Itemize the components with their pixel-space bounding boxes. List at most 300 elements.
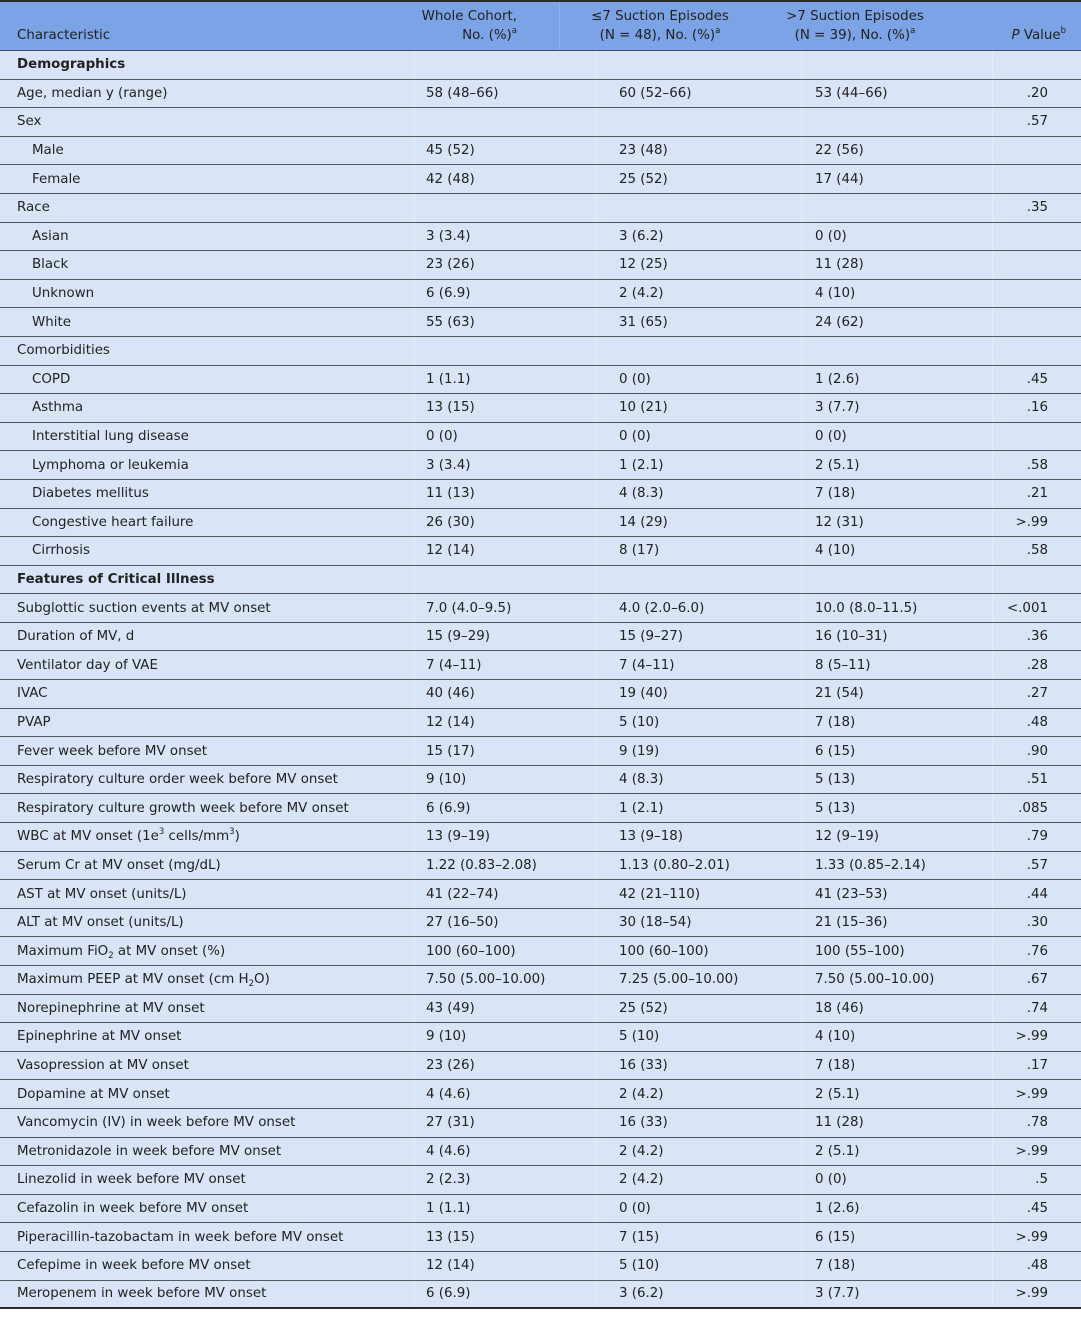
high-suction-cell: 21 (15–36) — [802, 909, 993, 937]
row-label-text: Vancomycin (IV) in week before MV onset — [17, 1115, 296, 1131]
table-row — [0, 623, 1081, 652]
p-value-cell: .48 — [1026, 1258, 1048, 1274]
row-label — [0, 337, 415, 365]
row-label-text: Asian — [32, 228, 69, 244]
low-suction-cell: 1 (2.1) — [596, 451, 802, 479]
whole-cohort-cell: 43 (49) — [415, 995, 596, 1023]
low-suction-cell: 15 (9–27) — [596, 623, 802, 651]
row-label-text: Features of Critical Illness — [17, 571, 215, 587]
table-row — [0, 880, 1081, 909]
high-suction-cell: 5 (13) — [802, 794, 993, 822]
row-label — [0, 108, 415, 136]
p-value-cell: >.99 — [1015, 514, 1048, 530]
table-row — [0, 194, 1081, 223]
row-label-text: Race — [17, 200, 50, 216]
low-suction-cell: 0 (0) — [596, 1195, 802, 1223]
low-suction-cell: 16 (33) — [596, 1052, 802, 1080]
whole-cohort-cell — [415, 337, 596, 365]
whole-cohort-cell — [415, 566, 596, 594]
table-row — [0, 1281, 1081, 1310]
table-row — [0, 165, 1081, 194]
low-suction-cell: 2 (4.2) — [596, 1166, 802, 1194]
row-label — [0, 1281, 415, 1308]
row-label-text: Dopamine at MV onset — [17, 1086, 170, 1102]
header-whole-line2: No. (%)$^a$ — [462, 26, 517, 43]
table-row — [0, 1023, 1081, 1052]
p-value-cell — [993, 423, 1081, 451]
p-value-cell: .35 — [1026, 200, 1048, 216]
row-label-text: Metronidazole in week before MV onset — [17, 1143, 282, 1159]
table-row — [0, 1252, 1081, 1281]
row-label-text: Unknown — [32, 286, 95, 302]
whole-cohort-cell: 12 (14) — [415, 1252, 596, 1280]
row-label-text: IVAC — [17, 686, 48, 702]
low-suction-cell: 4 (8.3) — [596, 480, 802, 508]
whole-cohort-cell: 45 (52) — [415, 137, 596, 165]
whole-cohort-cell: 15 (17) — [415, 737, 596, 765]
low-suction-cell: 4 (8.3) — [596, 766, 802, 794]
high-suction-cell: 16 (10–31) — [802, 623, 993, 651]
row-label — [0, 480, 415, 508]
whole-cohort-cell: 11 (13) — [415, 480, 596, 508]
row-label — [0, 566, 415, 594]
low-suction-cell: 60 (52–66) — [596, 80, 802, 108]
row-label-text: Linezolid in week before MV onset — [17, 1172, 246, 1188]
p-value-cell: .20 — [1026, 85, 1048, 101]
header-whole-cohort — [380, 2, 560, 50]
whole-cohort-cell: 3 (3.4) — [415, 223, 596, 251]
whole-cohort-cell: 7.50 (5.00–10.00) — [415, 966, 596, 994]
header-high-line2: (N = 39), No. (%)$^a$ — [794, 26, 916, 43]
row-label — [0, 423, 415, 451]
p-value-cell — [993, 308, 1081, 336]
high-suction-cell: 3 (7.7) — [802, 1281, 993, 1308]
p-value-cell: >.99 — [1015, 1086, 1048, 1102]
high-suction-cell: 4 (10) — [802, 1023, 993, 1051]
high-suction-cell: 41 (23–53) — [802, 880, 993, 908]
table-row — [0, 423, 1081, 452]
low-suction-cell — [596, 337, 802, 365]
low-suction-cell: 2 (4.2) — [596, 1138, 802, 1166]
low-suction-cell: 19 (40) — [596, 680, 802, 708]
whole-cohort-cell: 6 (6.9) — [415, 794, 596, 822]
row-label — [0, 823, 415, 851]
table-body — [0, 51, 1081, 1309]
high-suction-cell: 10.0 (8.0–11.5) — [802, 594, 993, 622]
low-suction-cell: 100 (60–100) — [596, 937, 802, 965]
p-value-cell — [993, 280, 1081, 308]
low-suction-cell: 25 (52) — [596, 165, 802, 193]
row-label — [0, 594, 415, 622]
table-row — [0, 366, 1081, 395]
high-suction-cell: 7 (18) — [802, 1252, 993, 1280]
high-suction-cell: 1.33 (0.85–2.14) — [802, 852, 993, 880]
table-row — [0, 823, 1081, 852]
p-value-cell: .5 — [1035, 1172, 1048, 1188]
table-row — [0, 251, 1081, 280]
row-label — [0, 451, 415, 479]
header-high-suction — [760, 2, 950, 50]
row-label — [0, 709, 415, 737]
row-label — [0, 794, 415, 822]
p-value-cell — [993, 223, 1081, 251]
row-label-text: Lymphoma or leukemia — [32, 457, 189, 473]
row-label — [0, 80, 415, 108]
row-label-text: Serum Cr at MV onset (mg/dL) — [17, 857, 221, 873]
row-label — [0, 194, 415, 222]
high-suction-cell: 21 (54) — [802, 680, 993, 708]
row-label — [0, 651, 415, 679]
row-label — [0, 366, 415, 394]
low-suction-cell: 7 (4–11) — [596, 651, 802, 679]
row-label — [0, 1252, 415, 1280]
p-value-cell — [993, 251, 1081, 279]
row-label — [0, 852, 415, 880]
high-suction-cell: 22 (56) — [802, 137, 993, 165]
low-suction-cell: 42 (21–110) — [596, 880, 802, 908]
header-low-suction — [560, 2, 760, 50]
high-suction-cell — [802, 51, 993, 79]
row-label-text: Meropenem in week before MV onset — [17, 1286, 267, 1302]
p-value-cell: >.99 — [1015, 1143, 1048, 1159]
row-label-text: Maximum FiO$_2$ at MV onset (%) — [17, 943, 226, 961]
table-row — [0, 1223, 1081, 1252]
row-label — [0, 308, 415, 336]
table-row — [0, 108, 1081, 137]
whole-cohort-cell: 12 (14) — [415, 709, 596, 737]
row-label — [0, 1109, 415, 1137]
p-value-cell: .79 — [1026, 829, 1048, 845]
p-value-cell: .57 — [1026, 857, 1048, 873]
high-suction-cell: 0 (0) — [802, 423, 993, 451]
table-row — [0, 1166, 1081, 1195]
low-suction-cell: 2 (4.2) — [596, 1080, 802, 1108]
p-value-cell: .45 — [1026, 1201, 1048, 1217]
header-low-line2: (N = 48), No. (%)$^a$ — [599, 26, 721, 43]
low-suction-cell: 7.25 (5.00–10.00) — [596, 966, 802, 994]
header-high-line1: >7 Suction Episodes — [786, 9, 924, 24]
low-suction-cell: 3 (6.2) — [596, 1281, 802, 1308]
p-value-cell: .51 — [1026, 772, 1048, 788]
row-label-text: White — [32, 314, 71, 330]
whole-cohort-cell — [415, 51, 596, 79]
header-characteristic-label: Characteristic — [17, 28, 111, 43]
p-value-cell: .48 — [1026, 714, 1048, 730]
high-suction-cell: 4 (10) — [802, 537, 993, 565]
row-label-text: Congestive heart failure — [32, 514, 194, 530]
low-suction-cell — [596, 51, 802, 79]
row-label-text: ALT at MV onset (units/L) — [17, 915, 184, 931]
high-suction-cell: 100 (55–100) — [802, 937, 993, 965]
table-row — [0, 308, 1081, 337]
whole-cohort-cell: 9 (10) — [415, 766, 596, 794]
low-suction-cell: 3 (6.2) — [596, 223, 802, 251]
low-suction-cell: 13 (9–18) — [596, 823, 802, 851]
whole-cohort-cell: 0 (0) — [415, 423, 596, 451]
row-label — [0, 280, 415, 308]
high-suction-cell: 7.50 (5.00–10.00) — [802, 966, 993, 994]
whole-cohort-cell: 100 (60–100) — [415, 937, 596, 965]
low-suction-cell: 30 (18–54) — [596, 909, 802, 937]
high-suction-cell: 7 (18) — [802, 1052, 993, 1080]
row-label — [0, 223, 415, 251]
table-row — [0, 852, 1081, 881]
p-value-cell — [993, 51, 1081, 79]
whole-cohort-cell: 6 (6.9) — [415, 1281, 596, 1308]
table-row — [0, 1109, 1081, 1138]
p-value-cell: .16 — [1026, 400, 1048, 416]
p-value-cell: .58 — [1026, 457, 1048, 473]
whole-cohort-cell — [415, 108, 596, 136]
p-value-cell — [993, 337, 1081, 365]
low-suction-cell: 4.0 (2.0–6.0) — [596, 594, 802, 622]
high-suction-cell — [802, 108, 993, 136]
table-row — [0, 280, 1081, 309]
row-label — [0, 537, 415, 565]
low-suction-cell: 5 (10) — [596, 1252, 802, 1280]
low-suction-cell: 5 (10) — [596, 1023, 802, 1051]
table-row — [0, 709, 1081, 738]
p-value-cell — [993, 566, 1081, 594]
low-suction-cell: 23 (48) — [596, 137, 802, 165]
high-suction-cell: 6 (15) — [802, 1223, 993, 1251]
high-suction-cell: 6 (15) — [802, 737, 993, 765]
header-low-line1: ≤7 Suction Episodes — [591, 9, 729, 24]
whole-cohort-cell: 4 (4.6) — [415, 1138, 596, 1166]
table-row — [0, 794, 1081, 823]
section-row — [0, 51, 1081, 80]
whole-cohort-cell: 26 (30) — [415, 509, 596, 537]
whole-cohort-cell: 3 (3.4) — [415, 451, 596, 479]
whole-cohort-cell — [415, 194, 596, 222]
table-row — [0, 394, 1081, 423]
whole-cohort-cell: 41 (22–74) — [415, 880, 596, 908]
table-row — [0, 995, 1081, 1024]
row-label — [0, 680, 415, 708]
row-label-text: Cefazolin in week before MV onset — [17, 1201, 249, 1217]
high-suction-cell — [802, 337, 993, 365]
p-value-cell: .57 — [1026, 114, 1048, 130]
whole-cohort-cell: 4 (4.6) — [415, 1080, 596, 1108]
high-suction-cell — [802, 194, 993, 222]
low-suction-cell: 12 (25) — [596, 251, 802, 279]
high-suction-cell: 3 (7.7) — [802, 394, 993, 422]
p-value-cell: <.001 — [1006, 600, 1048, 616]
row-label — [0, 1080, 415, 1108]
whole-cohort-cell: 9 (10) — [415, 1023, 596, 1051]
row-label — [0, 394, 415, 422]
low-suction-cell: 2 (4.2) — [596, 280, 802, 308]
row-label — [0, 165, 415, 193]
low-suction-cell: 14 (29) — [596, 509, 802, 537]
table-row — [0, 680, 1081, 709]
row-label-text: Cirrhosis — [32, 543, 90, 559]
table-row — [0, 480, 1081, 509]
whole-cohort-cell: 2 (2.3) — [415, 1166, 596, 1194]
table-row — [0, 1195, 1081, 1224]
whole-cohort-cell: 27 (16–50) — [415, 909, 596, 937]
whole-cohort-cell: 13 (15) — [415, 394, 596, 422]
row-label-text: Cefepime in week before MV onset — [17, 1258, 251, 1274]
table-row — [0, 766, 1081, 795]
whole-cohort-cell: 7 (4–11) — [415, 651, 596, 679]
section-row — [0, 566, 1081, 595]
table-row — [0, 1052, 1081, 1081]
high-suction-cell: 53 (44–66) — [802, 80, 993, 108]
header-characteristic — [17, 2, 317, 50]
p-value-cell — [993, 165, 1081, 193]
high-suction-cell: 7 (18) — [802, 480, 993, 508]
row-label-text: Maximum PEEP at MV onset (cm $H_2O$) — [17, 972, 270, 990]
high-suction-cell: 0 (0) — [802, 223, 993, 251]
whole-cohort-cell: 1 (1.1) — [415, 366, 596, 394]
table-row — [0, 337, 1081, 366]
p-value-cell: .58 — [1026, 543, 1048, 559]
p-value-cell: .28 — [1026, 657, 1048, 673]
low-suction-cell: 25 (52) — [596, 995, 802, 1023]
row-label-text: Ventilator day of VAE — [17, 657, 158, 673]
table-row — [0, 1138, 1081, 1167]
high-suction-cell: 17 (44) — [802, 165, 993, 193]
row-label-text: AST at MV onset (units/L) — [17, 886, 187, 902]
low-suction-cell: 8 (17) — [596, 537, 802, 565]
p-value-cell: .78 — [1026, 1115, 1048, 1131]
row-label — [0, 995, 415, 1023]
table-row — [0, 80, 1081, 109]
high-suction-cell: 11 (28) — [802, 1109, 993, 1137]
p-value-cell: .17 — [1026, 1058, 1048, 1074]
row-label — [0, 1195, 415, 1223]
p-value-cell: .45 — [1026, 371, 1048, 387]
low-suction-cell: 9 (19) — [596, 737, 802, 765]
row-label — [0, 966, 415, 994]
whole-cohort-cell: 13 (15) — [415, 1223, 596, 1251]
row-label — [0, 1138, 415, 1166]
high-suction-cell: 12 (9–19) — [802, 823, 993, 851]
low-suction-cell: 7 (15) — [596, 1223, 802, 1251]
table-row — [0, 909, 1081, 938]
p-value-cell: .44 — [1026, 886, 1048, 902]
table-row — [0, 966, 1081, 995]
high-suction-cell: 8 (5–11) — [802, 651, 993, 679]
p-value-cell: .21 — [1026, 486, 1048, 502]
whole-cohort-cell: 27 (31) — [415, 1109, 596, 1137]
row-label-text: Age, median y (range) — [17, 85, 168, 101]
low-suction-cell: 1.13 (0.80–2.01) — [596, 852, 802, 880]
row-label-text: COPD — [32, 371, 71, 387]
high-suction-cell: 18 (46) — [802, 995, 993, 1023]
high-suction-cell: 2 (5.1) — [802, 451, 993, 479]
table-row — [0, 1080, 1081, 1109]
whole-cohort-cell: 40 (46) — [415, 680, 596, 708]
table-row — [0, 651, 1081, 680]
table-row — [0, 537, 1081, 566]
whole-cohort-cell: 23 (26) — [415, 1052, 596, 1080]
whole-cohort-cell: 58 (48–66) — [415, 80, 596, 108]
header-whole-line1: Whole Cohort, — [421, 9, 517, 24]
low-suction-cell: 16 (33) — [596, 1109, 802, 1137]
row-label-text: Interstitial lung disease — [32, 429, 189, 445]
low-suction-cell — [596, 566, 802, 594]
row-label-text: Sex — [17, 114, 42, 130]
high-suction-cell: 2 (5.1) — [802, 1138, 993, 1166]
whole-cohort-cell: 1.22 (0.83–2.08) — [415, 852, 596, 880]
row-label-text: Respiratory culture order week before MV onset — [17, 772, 338, 788]
row-label-text: Diabetes mellitus — [32, 486, 149, 502]
row-label — [0, 251, 415, 279]
row-label — [0, 909, 415, 937]
row-label — [0, 51, 415, 79]
row-label-text: Demographics — [17, 57, 126, 73]
row-label — [0, 1052, 415, 1080]
whole-cohort-cell: 15 (9–29) — [415, 623, 596, 651]
table-row — [0, 737, 1081, 766]
p-value-cell: .30 — [1026, 915, 1048, 931]
row-label — [0, 509, 415, 537]
p-value-cell: .085 — [1018, 800, 1048, 816]
table-row — [0, 223, 1081, 252]
whole-cohort-cell: 55 (63) — [415, 308, 596, 336]
whole-cohort-cell: 1 (1.1) — [415, 1195, 596, 1223]
row-label-text: Respiratory culture growth week before MV onset — [17, 800, 349, 816]
whole-cohort-cell: 42 (48) — [415, 165, 596, 193]
table-header — [0, 2, 1081, 51]
row-label-text: Asthma — [32, 400, 84, 416]
row-label-text: Black — [32, 257, 69, 273]
low-suction-cell: 1 (2.1) — [596, 794, 802, 822]
row-label-text: PVAP — [17, 714, 51, 730]
row-label-text: Comorbidities — [17, 343, 110, 359]
low-suction-cell: 5 (10) — [596, 709, 802, 737]
header-p-label: P Value$^b$ — [1011, 26, 1066, 43]
p-value-cell: >.99 — [1015, 1286, 1048, 1302]
p-value-cell: .27 — [1026, 686, 1048, 702]
high-suction-cell: 0 (0) — [802, 1166, 993, 1194]
row-label — [0, 1023, 415, 1051]
high-suction-cell — [802, 566, 993, 594]
p-value-cell: >.99 — [1015, 1229, 1048, 1245]
row-label — [0, 1223, 415, 1251]
whole-cohort-cell: 13 (9–19) — [415, 823, 596, 851]
row-label — [0, 766, 415, 794]
row-label-text: Norepinephrine at MV onset — [17, 1000, 205, 1016]
high-suction-cell: 4 (10) — [802, 280, 993, 308]
high-suction-cell: 12 (31) — [802, 509, 993, 537]
high-suction-cell: 24 (62) — [802, 308, 993, 336]
high-suction-cell: 11 (28) — [802, 251, 993, 279]
table-row — [0, 594, 1081, 623]
row-label-text: Male — [32, 143, 64, 159]
row-label-text: Vasopression at MV onset — [17, 1058, 189, 1074]
whole-cohort-cell: 12 (14) — [415, 537, 596, 565]
row-label-text: Epinephrine at MV onset — [17, 1029, 182, 1045]
row-label — [0, 137, 415, 165]
row-label-text: Subglottic suction events at MV onset — [17, 600, 271, 616]
low-suction-cell: 0 (0) — [596, 366, 802, 394]
row-label-text: Duration of MV, d — [17, 629, 135, 645]
p-value-cell: .36 — [1026, 629, 1048, 645]
low-suction-cell: 10 (21) — [596, 394, 802, 422]
row-label-text: WBC at MV onset ($1e^3$ cells/$mm^3$) — [17, 827, 240, 845]
row-label — [0, 880, 415, 908]
row-label — [0, 1166, 415, 1194]
high-suction-cell: 1 (2.6) — [802, 366, 993, 394]
row-label — [0, 623, 415, 651]
p-value-cell: .74 — [1026, 1000, 1048, 1016]
row-label — [0, 937, 415, 965]
row-label-text: Female — [32, 171, 81, 187]
whole-cohort-cell: 23 (26) — [415, 251, 596, 279]
